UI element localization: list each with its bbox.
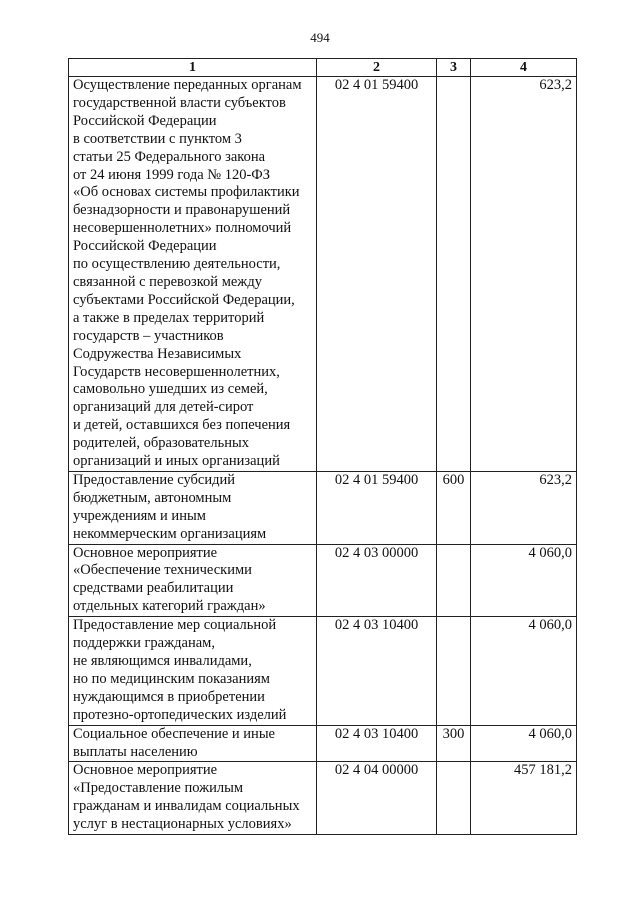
row-code: 02 4 01 59400 bbox=[317, 471, 437, 544]
table-row bbox=[69, 617, 577, 725]
row-amount: 4 060,0 bbox=[471, 725, 577, 762]
row-name: Социальное обеспечение и иные выплаты населению bbox=[69, 725, 317, 762]
table-row bbox=[69, 544, 577, 617]
table-row bbox=[69, 471, 577, 544]
table-header-row bbox=[69, 59, 577, 77]
row-amount: 623,2 bbox=[471, 77, 577, 472]
budget-table bbox=[68, 58, 577, 835]
row-name: Основное мероприятие «Предоставление пожилым гражданам и инвалидам социальных услуг в нестационарных условиях» bbox=[69, 762, 317, 835]
row-expense-type bbox=[437, 77, 471, 472]
row-name: Основное мероприятие «Обеспечение техническими средствами реабилитации отдельных категорий граждан» bbox=[69, 544, 317, 617]
page-number: 494 bbox=[310, 30, 330, 45]
table-row bbox=[69, 725, 577, 762]
column-header-2: 2 bbox=[317, 59, 437, 77]
column-header-1: 1 bbox=[69, 59, 317, 77]
row-amount: 4 060,0 bbox=[471, 544, 577, 617]
row-expense-type bbox=[437, 617, 471, 725]
column-header-3: 3 bbox=[437, 59, 471, 77]
row-name: Предоставление мер социальной поддержки гражданам, не являющимся инвалидами, но по медицинским показаниям нуждающимся в приобретении протезно-ортопедических изделий bbox=[69, 617, 317, 725]
row-code: 02 4 03 10400 bbox=[317, 725, 437, 762]
row-amount: 4 060,0 bbox=[471, 617, 577, 725]
row-expense-type bbox=[437, 762, 471, 835]
row-expense-type: 600 bbox=[437, 471, 471, 544]
row-code: 02 4 04 00000 bbox=[317, 762, 437, 835]
row-amount: 623,2 bbox=[471, 471, 577, 544]
row-name: Предоставление субсидий бюджетным, автономным учреждениям и иным некоммерческим организациям bbox=[69, 471, 317, 544]
table-row bbox=[69, 762, 577, 835]
row-expense-type bbox=[437, 544, 471, 617]
table-row bbox=[69, 77, 577, 472]
row-name: Осуществление переданных органам государственной власти субъектов Российской Федерации в соответствии с пунктом 3 статьи 25 Федерального закона от 24 июня 1999 года № 120-ФЗ «Об основах системы профилактики безнадзорности и правонарушений несовершеннолетних» полномочий Российской Федерации по осуществлению деятельности, связанной с перевозкой между субъектами Российской Федерации, а также в пределах территорий государств – участников Содружества Независимых Государств несовершеннолетних, самовольно ушедших из семей, организаций для детей-сирот и детей, оставшихся без попечения родителей, образовательных организаций и иных организаций bbox=[69, 77, 317, 472]
row-code: 02 4 03 00000 bbox=[317, 544, 437, 617]
row-code: 02 4 03 10400 bbox=[317, 617, 437, 725]
row-expense-type: 300 bbox=[437, 725, 471, 762]
row-code: 02 4 01 59400 bbox=[317, 77, 437, 472]
column-header-4: 4 bbox=[471, 59, 577, 77]
row-amount: 457 181,2 bbox=[471, 762, 577, 835]
